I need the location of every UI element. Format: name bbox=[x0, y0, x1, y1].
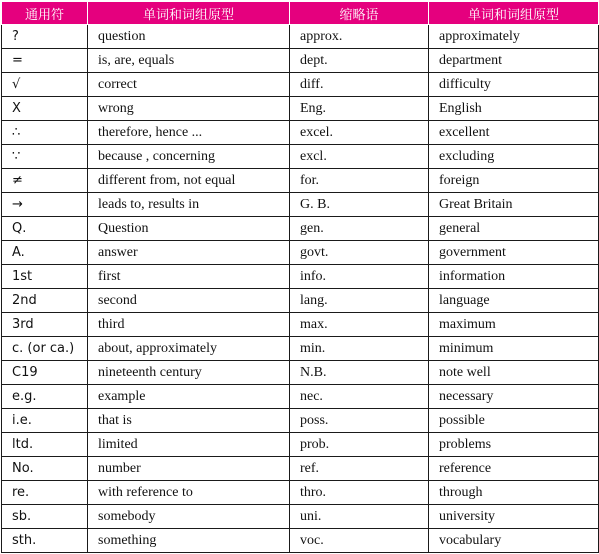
abbreviation-meaning-cell: university bbox=[429, 505, 599, 529]
abbreviation-meaning-cell: problems bbox=[429, 433, 599, 457]
abbreviation-meaning-cell: through bbox=[429, 481, 599, 505]
abbreviation-cell: dept. bbox=[290, 49, 429, 73]
header-abbreviation: 缩略语 bbox=[290, 2, 429, 25]
symbol-meaning-cell: with reference to bbox=[88, 481, 290, 505]
abbreviation-meaning-cell: minimum bbox=[429, 337, 599, 361]
abbreviation-meaning-cell: foreign bbox=[429, 169, 599, 193]
abbreviation-meaning-cell: general bbox=[429, 217, 599, 241]
abbreviation-meaning-cell: excellent bbox=[429, 121, 599, 145]
abbreviation-meaning-cell: difficulty bbox=[429, 73, 599, 97]
symbol-cell: i.e. bbox=[2, 409, 88, 433]
symbol-cell: c. (or ca.) bbox=[2, 337, 88, 361]
symbol-cell: e.g. bbox=[2, 385, 88, 409]
symbol-meaning-cell: different from, not equal bbox=[88, 169, 290, 193]
abbreviation-cell: excel. bbox=[290, 121, 429, 145]
table-row bbox=[2, 217, 599, 241]
symbol-cell: → bbox=[2, 193, 88, 217]
table-row bbox=[2, 193, 599, 217]
symbol-cell: C19 bbox=[2, 361, 88, 385]
symbol-cell: A. bbox=[2, 241, 88, 265]
table-row bbox=[2, 409, 599, 433]
abbreviation-cell: uni. bbox=[290, 505, 429, 529]
table-row bbox=[2, 25, 599, 49]
abbreviation-meaning-cell: vocabulary bbox=[429, 529, 599, 553]
abbreviation-cell: G. B. bbox=[290, 193, 429, 217]
table-row bbox=[2, 49, 599, 73]
abbreviation-meaning-cell: government bbox=[429, 241, 599, 265]
symbol-meaning-cell: limited bbox=[88, 433, 290, 457]
symbol-meaning-cell: that is bbox=[88, 409, 290, 433]
abbreviation-cell: max. bbox=[290, 313, 429, 337]
symbol-cell: sth. bbox=[2, 529, 88, 553]
abbreviation-cell: excl. bbox=[290, 145, 429, 169]
symbol-meaning-cell: number bbox=[88, 457, 290, 481]
symbol-cell: Q. bbox=[2, 217, 88, 241]
symbol-cell: ∴ bbox=[2, 121, 88, 145]
abbreviation-meaning-cell: note well bbox=[429, 361, 599, 385]
symbol-cell: = bbox=[2, 49, 88, 73]
table-row bbox=[2, 505, 599, 529]
abbreviation-meaning-cell: possible bbox=[429, 409, 599, 433]
symbol-meaning-cell: correct bbox=[88, 73, 290, 97]
abbreviation-meaning-cell: maximum bbox=[429, 313, 599, 337]
symbol-cell: X bbox=[2, 97, 88, 121]
symbol-cell: 1st bbox=[2, 265, 88, 289]
symbol-cell: No. bbox=[2, 457, 88, 481]
header-row bbox=[2, 2, 599, 25]
abbreviation-cell: prob. bbox=[290, 433, 429, 457]
symbol-meaning-cell: nineteenth century bbox=[88, 361, 290, 385]
abbreviation-cell: voc. bbox=[290, 529, 429, 553]
abbreviation-meaning-cell: department bbox=[429, 49, 599, 73]
table-row bbox=[2, 265, 599, 289]
table-row bbox=[2, 289, 599, 313]
table-row bbox=[2, 97, 599, 121]
abbreviation-meaning-cell: language bbox=[429, 289, 599, 313]
abbreviation-cell: approx. bbox=[290, 25, 429, 49]
abbreviation-cell: govt. bbox=[290, 241, 429, 265]
symbol-meaning-cell: example bbox=[88, 385, 290, 409]
abbreviation-meaning-cell: approximately bbox=[429, 25, 599, 49]
symbol-meaning-cell: question bbox=[88, 25, 290, 49]
symbol-meaning-cell: is, are, equals bbox=[88, 49, 290, 73]
symbol-meaning-cell: leads to, results in bbox=[88, 193, 290, 217]
symbol-cell: √ bbox=[2, 73, 88, 97]
symbol-meaning-cell: answer bbox=[88, 241, 290, 265]
abbreviation-meaning-cell: English bbox=[429, 97, 599, 121]
abbreviation-table bbox=[1, 1, 599, 553]
table-row bbox=[2, 145, 599, 169]
table-row bbox=[2, 433, 599, 457]
symbol-cell: 3rd bbox=[2, 313, 88, 337]
abbreviation-cell: lang. bbox=[290, 289, 429, 313]
symbol-meaning-cell: about, approximately bbox=[88, 337, 290, 361]
abbreviation-cell: ref. bbox=[290, 457, 429, 481]
table-row bbox=[2, 457, 599, 481]
table-row bbox=[2, 361, 599, 385]
header-word-original-2: 单词和词组原型 bbox=[429, 2, 599, 25]
symbol-cell: ∵ bbox=[2, 145, 88, 169]
header-word-original: 单词和词组原型 bbox=[88, 2, 290, 25]
table-row bbox=[2, 169, 599, 193]
table-row bbox=[2, 385, 599, 409]
abbreviation-cell: for. bbox=[290, 169, 429, 193]
symbol-meaning-cell: second bbox=[88, 289, 290, 313]
table-row bbox=[2, 481, 599, 505]
symbol-cell: ltd. bbox=[2, 433, 88, 457]
abbreviation-cell: poss. bbox=[290, 409, 429, 433]
symbol-cell: ? bbox=[2, 25, 88, 49]
symbol-meaning-cell: something bbox=[88, 529, 290, 553]
abbreviation-cell: min. bbox=[290, 337, 429, 361]
symbol-cell: 2nd bbox=[2, 289, 88, 313]
abbreviation-cell: gen. bbox=[290, 217, 429, 241]
table-row bbox=[2, 337, 599, 361]
table-row bbox=[2, 529, 599, 553]
symbol-meaning-cell: Question bbox=[88, 217, 290, 241]
abbreviation-cell: Eng. bbox=[290, 97, 429, 121]
abbreviation-meaning-cell: information bbox=[429, 265, 599, 289]
abbreviation-meaning-cell: excluding bbox=[429, 145, 599, 169]
header-symbol: 通用符 bbox=[2, 2, 88, 25]
symbol-meaning-cell: because , concerning bbox=[88, 145, 290, 169]
abbreviation-meaning-cell: Great Britain bbox=[429, 193, 599, 217]
table-row bbox=[2, 121, 599, 145]
abbreviation-cell: N.B. bbox=[290, 361, 429, 385]
table-row bbox=[2, 241, 599, 265]
symbol-cell: re. bbox=[2, 481, 88, 505]
abbreviation-meaning-cell: reference bbox=[429, 457, 599, 481]
abbreviation-cell: nec. bbox=[290, 385, 429, 409]
symbol-cell: sb. bbox=[2, 505, 88, 529]
symbol-cell: ≠ bbox=[2, 169, 88, 193]
symbol-meaning-cell: third bbox=[88, 313, 290, 337]
symbol-meaning-cell: first bbox=[88, 265, 290, 289]
abbreviation-cell: diff. bbox=[290, 73, 429, 97]
table-row bbox=[2, 73, 599, 97]
abbreviation-cell: thro. bbox=[290, 481, 429, 505]
symbol-meaning-cell: wrong bbox=[88, 97, 290, 121]
abbreviation-meaning-cell: necessary bbox=[429, 385, 599, 409]
abbreviation-cell: info. bbox=[290, 265, 429, 289]
table-row bbox=[2, 313, 599, 337]
symbol-meaning-cell: therefore, hence ... bbox=[88, 121, 290, 145]
symbol-meaning-cell: somebody bbox=[88, 505, 290, 529]
